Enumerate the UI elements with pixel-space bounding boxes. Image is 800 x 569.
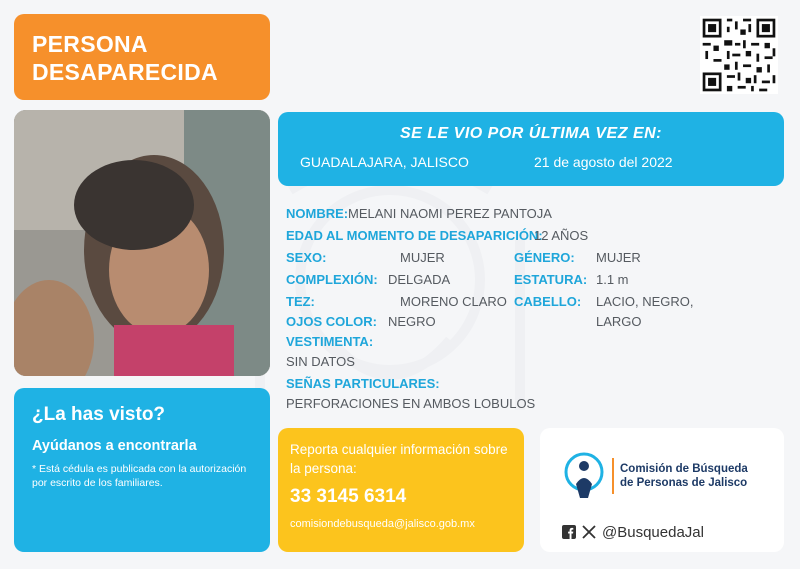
ojos-value: NEGRO <box>388 314 436 329</box>
missing-person-photo <box>14 110 270 376</box>
org-name <box>620 462 780 490</box>
report-panel <box>278 428 524 552</box>
x-icon[interactable] <box>582 525 596 539</box>
missing-person-banner <box>14 14 270 100</box>
genero-value: MUJER <box>596 250 641 265</box>
complexion-label: COMPLEXIÓN: <box>286 272 378 287</box>
report-email[interactable]: comisiondebusqueda@jalisco.gob.mx <box>290 518 475 530</box>
org-name-line-2: de Personas de Jalisco <box>620 477 748 489</box>
banner-line-1: PERSONA <box>32 31 148 57</box>
estatura-label: ESTATURA: <box>514 272 588 287</box>
sexo-label: SEXO: <box>286 250 327 265</box>
tez-value: MORENO CLARO <box>400 294 507 309</box>
report-phone[interactable]: 33 3145 6314 <box>290 486 407 507</box>
last-seen-place: GUADALAJARA, JALISCO <box>300 154 469 170</box>
nombre-value: MELANI NAOMI PEREZ PANTOJA <box>348 206 552 221</box>
help-panel <box>14 388 270 552</box>
organization-panel <box>540 428 784 552</box>
qr-code-icon[interactable] <box>700 16 778 94</box>
cabello-value-2: LARGO <box>596 314 642 329</box>
vestimenta-label: VESTIMENTA: <box>286 334 374 349</box>
cabello-label: CABELLO: <box>514 294 582 309</box>
sexo-value: MUJER <box>400 250 445 265</box>
vestimenta-value: SIN DATOS <box>286 354 355 369</box>
tez-label: TEZ: <box>286 294 315 309</box>
social-handle[interactable] <box>562 524 704 541</box>
estatura-value: 1.1 m <box>596 272 629 287</box>
ojos-label: OJOS COLOR: <box>286 314 378 329</box>
complexion-value: DELGADA <box>388 272 451 287</box>
last-seen-title: SE LE VIO POR ÚLTIMA VEZ EN: <box>399 125 662 142</box>
cabello-value-1: LACIO, NEGRO, <box>596 294 694 309</box>
report-text: Reporta cualquier información sobre la persona: <box>290 442 508 476</box>
last-seen-panel <box>278 112 784 186</box>
facebook-icon[interactable] <box>562 525 576 539</box>
edad-value: 12 AÑOS <box>534 228 589 243</box>
help-note: * Está cédula es publicada con la autorización por escrito de los familiares. <box>32 463 247 489</box>
social-handle-text: @BusquedaJal <box>602 524 704 541</box>
help-ask: Ayúdanos a encontrarla <box>32 438 197 454</box>
senas-label: SEÑAS PARTICULARES: <box>286 376 440 391</box>
edad-label: EDAD AL MOMENTO DE DESAPARICIÓN: <box>286 228 543 243</box>
senas-value: PERFORACIONES EN AMBOS LOBULOS <box>286 396 536 411</box>
commission-logo-icon <box>562 450 606 500</box>
banner-line-2: DESAPARECIDA <box>32 59 218 85</box>
org-separator <box>612 458 614 494</box>
nombre-label: NOMBRE: <box>286 206 349 221</box>
last-seen-date: 21 de agosto del 2022 <box>534 154 673 170</box>
genero-label: GÉNERO: <box>514 250 575 265</box>
org-name-line-1: Comisión de Búsqueda <box>620 463 748 475</box>
help-question: ¿La has visto? <box>32 404 166 425</box>
